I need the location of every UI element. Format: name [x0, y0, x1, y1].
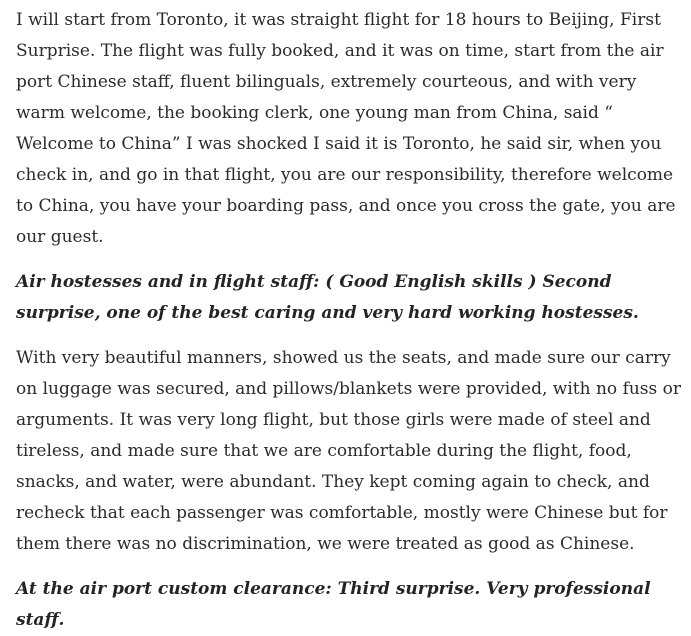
heading-air-hostesses: Air hostesses and in flight staff: ( Good English skills ) Second surprise, one of the best caring and very hard working hostesses. — [16, 272, 639, 323]
article-body — [16, 5, 686, 636]
paragraph-cabin-service: With very beautiful manners, showed us the seats, and made sure our carry on luggage was secured, and pillows/blankets were provided, with no fuss or arguments. It was very long flight, but those girls were made of steel and tireless, and made sure that we are comfortable during the flight, food, snacks, and water, were abundant. They kept coming again to check, and recheck that each passenger was comfortable, mostly were Chinese but for them there was no discrimination, we were treated as good as Chinese. — [16, 348, 682, 554]
heading-custom-clearance: At the air port custom clearance: Third surprise. Very professional staff. — [16, 579, 651, 630]
paragraph-toronto-departure: I will start from Toronto, it was straight flight for 18 hours to Beijing, First Surprise. The flight was fully booked, and it was on time, start from the air port Chinese staff, fluent bilinguals, extremely courteous, and with very warm welcome, the booking clerk, one young man from China, said “ Welcome to China” I was shocked I said it is Toronto, he said sir, when you check in, and go in that flight, you are our responsibility, therefore welcome to China, you have your boarding pass, and once you cross the gate, you are our guest. — [16, 10, 676, 247]
